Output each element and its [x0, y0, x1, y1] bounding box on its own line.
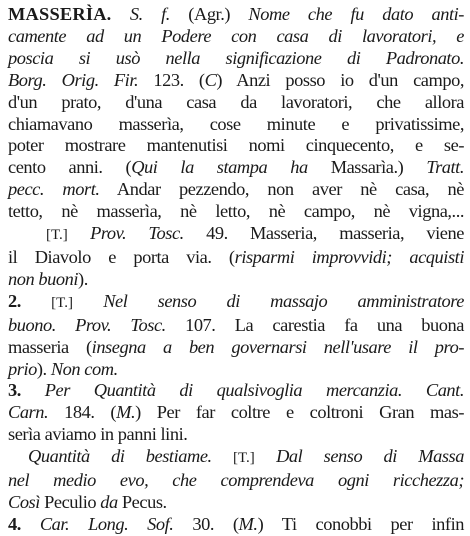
entry-text — [21, 291, 51, 311]
sense-number: 4. — [8, 513, 21, 534]
entry-text: Cant. — [425, 380, 464, 401]
entry-text: cento anni. ( — [8, 157, 132, 178]
entry-text: poscia si usò nella significazione di Padronato. — [8, 47, 464, 68]
entry-text: ). — [78, 268, 88, 289]
entry-line — [8, 179, 464, 201]
entry-text: pecc. mort. — [8, 179, 100, 200]
entry-text: ) — [397, 157, 404, 178]
entry-text: tetto, nè masserìa, nè letto, nè campo, nè vigna,... — [8, 201, 464, 222]
entry-line — [8, 26, 464, 48]
entry-line — [8, 92, 464, 114]
entry-text: C — [204, 69, 217, 90]
entry-text: (Agr.) — [169, 4, 249, 24]
entry-text: Massarìa. — [307, 157, 398, 178]
entry-text: Andar pezzendo, non aver nè casa, nè — [99, 179, 464, 200]
entry-line — [8, 424, 464, 446]
entry-text — [255, 446, 276, 466]
entry-text: ) Anzi posso io d'un campo, — [216, 69, 465, 90]
entry-text: da — [100, 491, 118, 512]
entry-text: Quantità di bestiame. — [28, 446, 212, 467]
entry-line — [8, 48, 464, 70]
entry-text — [403, 157, 426, 177]
entry-line — [8, 70, 464, 92]
entry-line — [8, 470, 464, 492]
entry-text: Pecus. — [117, 491, 167, 512]
entry-text: Dal senso di Massa — [276, 446, 464, 467]
entry-text: Per Quantità di qualsivoglia mercanzia. — [44, 380, 403, 401]
entry-text: insegna a ben governarsi nell'usare il pro- — [91, 336, 464, 357]
entry-line — [8, 492, 464, 514]
entry-text: nel medio evo, che comprendeva ogni ricchezza; — [8, 470, 464, 491]
entry-text: il Diavolo e porta via. ( — [8, 246, 235, 267]
entry-line — [8, 157, 464, 179]
entry-text: non buoni — [8, 268, 79, 289]
entry-text: 107. La carestia fa una buona — [165, 314, 464, 335]
tuscan-marker: [T.] — [233, 450, 255, 467]
entry-line — [8, 359, 464, 381]
entry-text: 30. ( — [173, 513, 239, 534]
entry-text: Prov. Tosc. — [75, 314, 166, 335]
entry-text: M. — [238, 513, 258, 534]
entry-text: masseria ( — [8, 336, 92, 357]
entry-text: risparmi improvvidi; acquisti — [234, 246, 464, 267]
entry-text: S. f. — [129, 4, 170, 24]
entry-text: Peculio — [39, 491, 101, 512]
entry-text: buono. — [8, 314, 56, 335]
entry-text — [73, 291, 103, 311]
tuscan-marker: [T.] — [46, 227, 68, 244]
entry-line — [8, 223, 464, 247]
entry-text: camente ad un Podere con casa di lavoratori, e — [8, 25, 464, 46]
entry-text: Non com. — [50, 358, 118, 379]
entry-text: ). — [36, 358, 51, 379]
entry-line — [8, 114, 464, 136]
entry-line — [8, 380, 464, 402]
entry-text — [68, 223, 90, 243]
sense-number: 2. — [8, 290, 21, 311]
entry-line — [8, 4, 464, 26]
entry-text: 49. Masseria, masseria, viene — [183, 223, 464, 244]
entry-text: Borg. Orig. Fir. — [8, 69, 139, 90]
entry-text: ) Ti conobbi per infin — [257, 513, 465, 534]
entry-text: Qui la stampa ha — [131, 157, 308, 178]
entry-line — [8, 247, 464, 269]
headword: MASSERÌA. — [8, 4, 112, 24]
entry-text — [21, 514, 40, 534]
entry-line — [8, 514, 464, 536]
entry-line — [8, 315, 464, 337]
entry-text: poter mostrare mantenutisi nomi cinquecento, e se- — [8, 135, 464, 156]
entry-text: 123. ( — [138, 69, 205, 90]
entry-text — [56, 315, 75, 335]
entry-text: Tratt. — [426, 157, 464, 178]
entry-text: Car. Long. Sof. — [39, 513, 174, 534]
entry-text: Prov. Tosc. — [90, 223, 184, 244]
entry-text — [111, 4, 129, 24]
entry-text: Nel senso di massajo amministratore — [103, 290, 464, 311]
entry-body — [8, 4, 464, 536]
entry-text: 184. ( — [48, 402, 117, 423]
entry-line — [8, 269, 464, 291]
entry-text — [402, 380, 426, 400]
entry-text — [21, 380, 45, 400]
tuscan-marker: [T.] — [51, 294, 73, 311]
entry-text: chiamavano masserìa, cose minute e privatissime, — [8, 113, 464, 134]
entry-text: M. — [116, 402, 136, 423]
entry-line — [8, 337, 464, 359]
entry-line — [8, 201, 464, 223]
sense-number: 3. — [8, 380, 21, 401]
entry-text — [212, 446, 233, 466]
entry-line — [8, 291, 464, 315]
entry-line — [8, 135, 464, 157]
entry-line — [8, 402, 464, 424]
entry-text: Così — [8, 491, 40, 512]
entry-text: prio — [8, 358, 37, 379]
entry-text: Nome che fu dato anti- — [248, 4, 464, 24]
entry-text: d'un prato, d'una casa da lavoratori, che allora — [8, 91, 464, 112]
entry-text: Carn. — [8, 402, 49, 423]
entry-text: ) Per far coltre e coltroni Gran mas- — [135, 402, 464, 423]
entry-text: serìa aviamo in panni lini. — [8, 424, 188, 445]
entry-line — [8, 446, 464, 470]
